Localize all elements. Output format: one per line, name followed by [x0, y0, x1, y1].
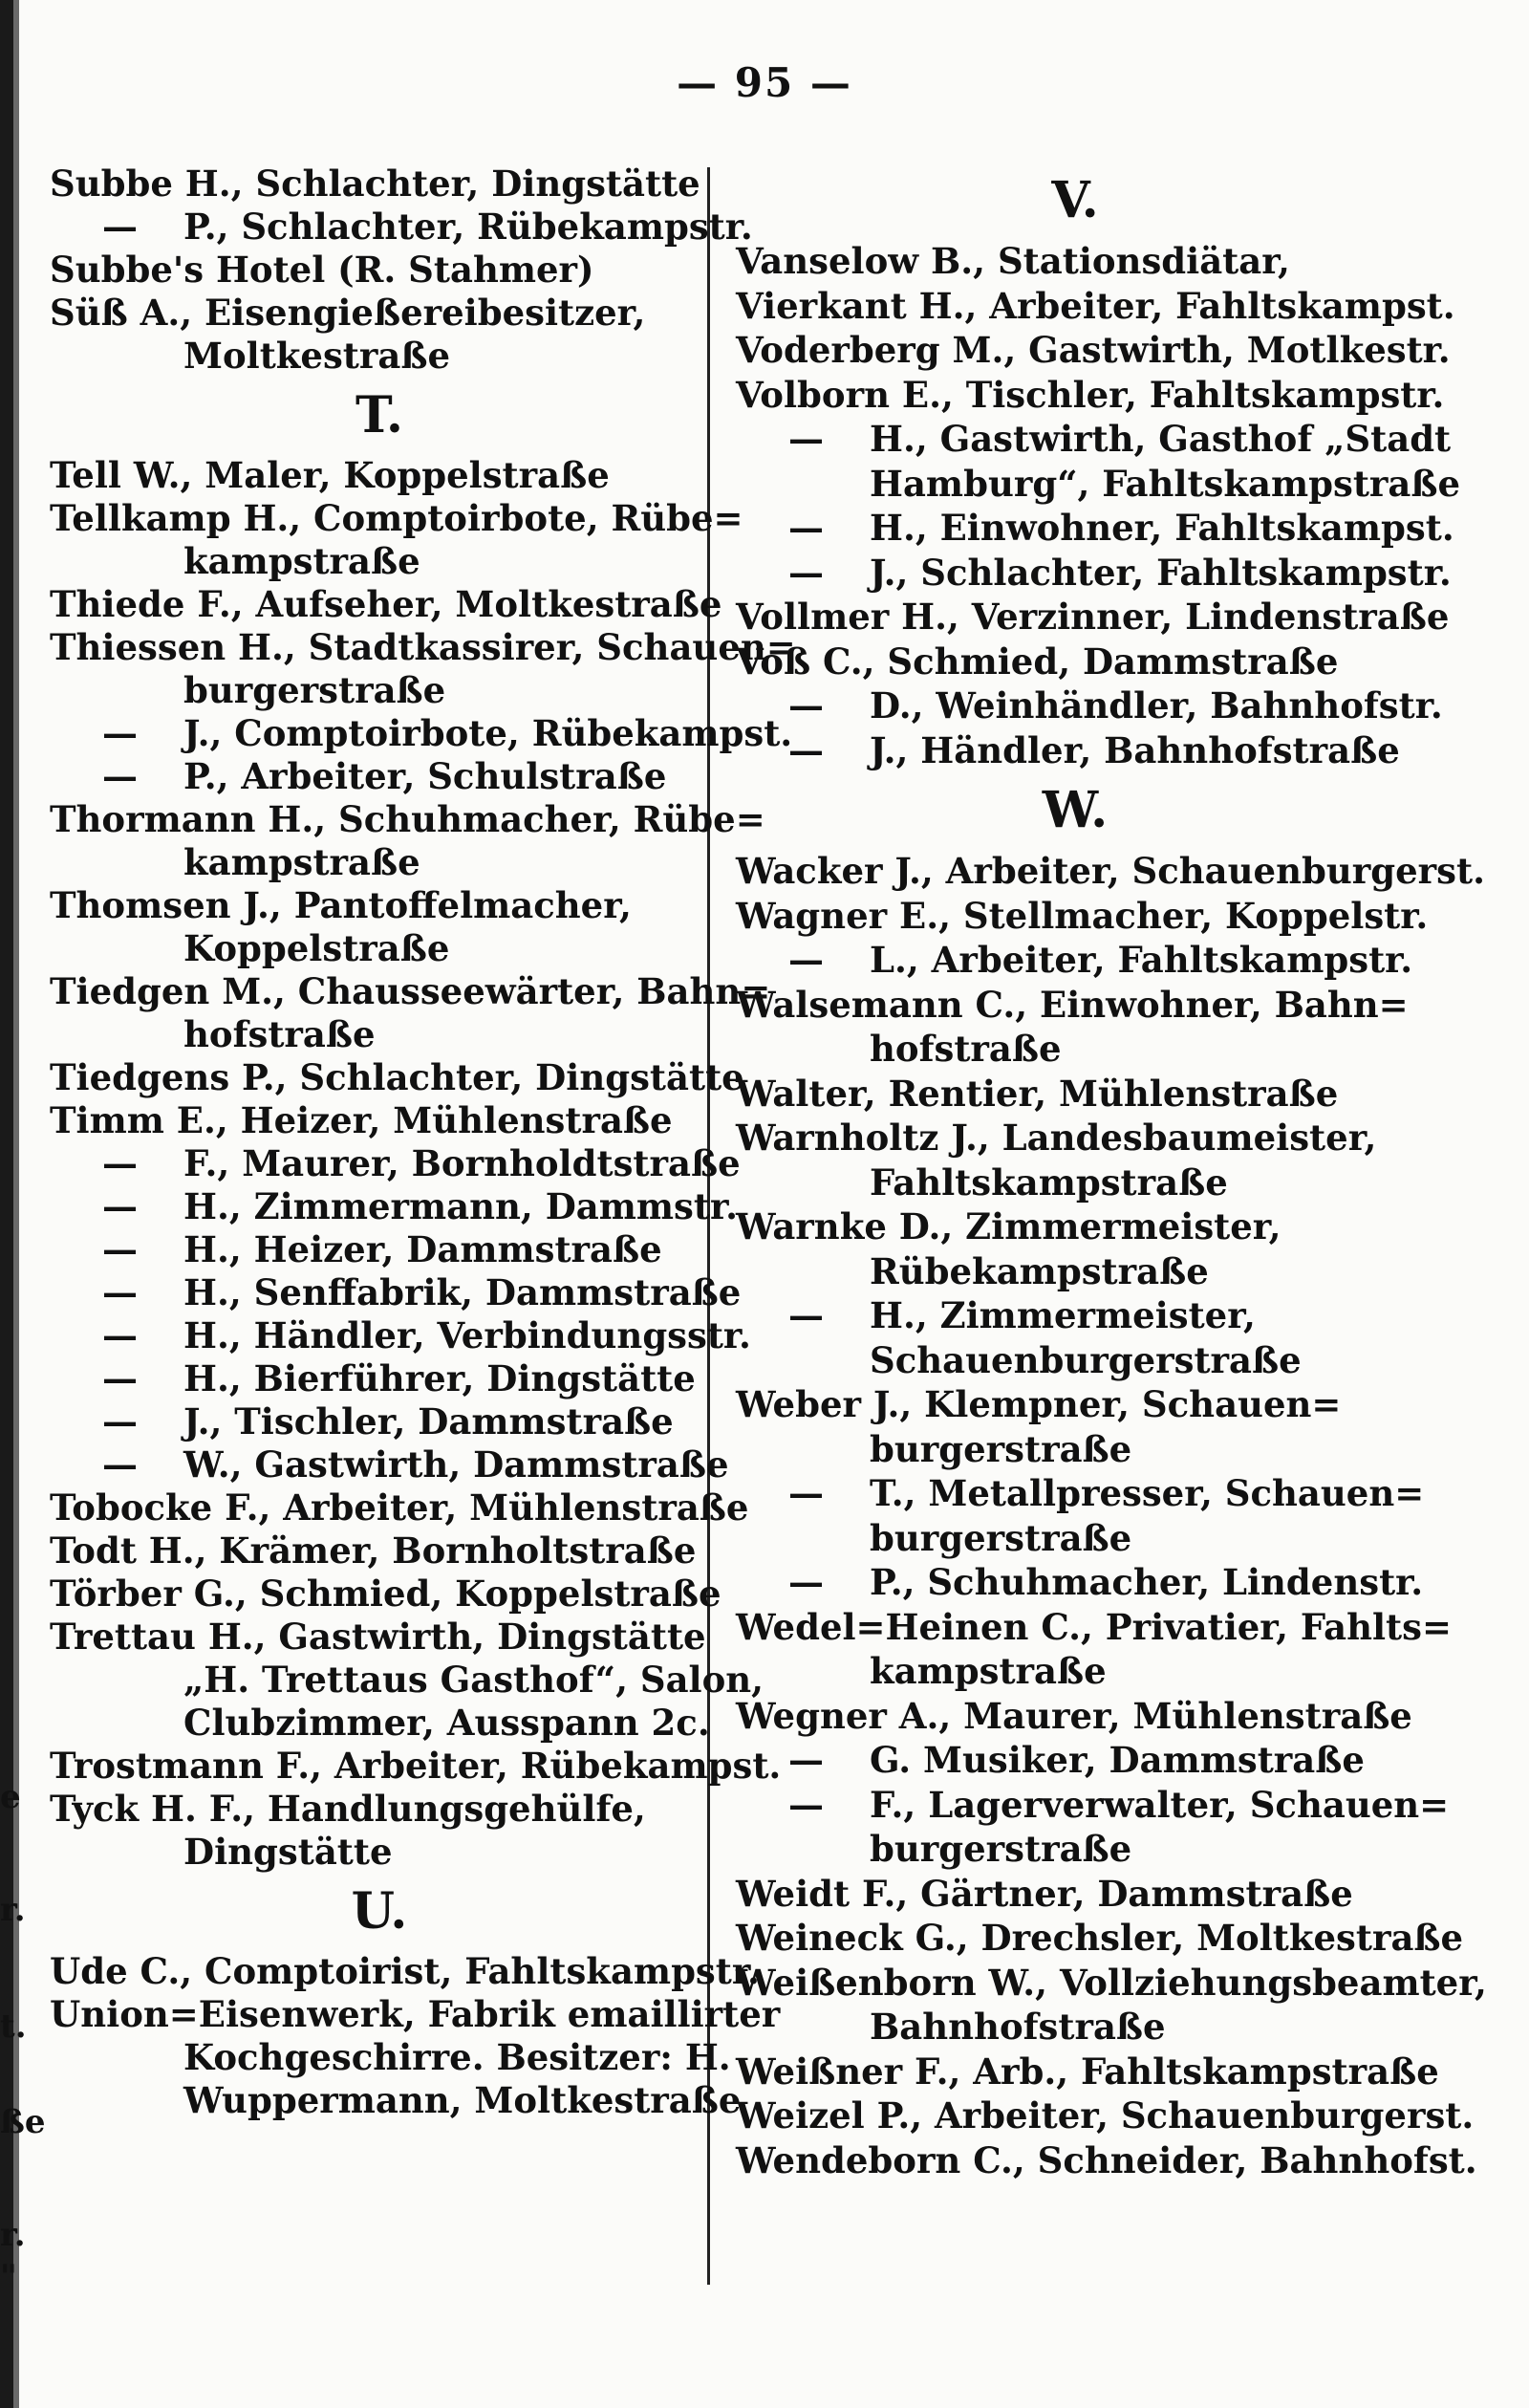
directory-entry: Wacker J., Arbeiter, Schauenburgerst.	[736, 850, 1485, 892]
ditto-dash: —	[788, 1472, 824, 1514]
directory-entry: Tyck H. F., Handlungsgehülfe,	[50, 1788, 646, 1830]
directory-entry: Thormann H., Schuhmacher, Rübe=	[50, 798, 765, 840]
ditto-dash: —	[102, 1228, 138, 1270]
entry-text: H., Händler, Verbindungsstr.	[183, 1314, 751, 1356]
entry-text: J., Schlachter, Fahltskampstr.	[870, 551, 1452, 594]
directory-entry: Thiessen H., Stadtkassirer, Schauen=	[50, 626, 796, 668]
directory-entry-continuation-name	[736, 506, 1454, 551]
ditto-dash: —	[788, 684, 824, 727]
ditto-dash: —	[788, 507, 824, 549]
directory-entry-continuation-name	[736, 417, 1452, 462]
directory-entry: Vierkant H., Arbeiter, Fahltskampst.	[736, 284, 1455, 327]
entry-wrap-line: Bahnhofstraße	[870, 2006, 1166, 2048]
gutter-mark: e	[0, 1778, 21, 1816]
entry-text: T., Metallpresser, Schauen=	[870, 1472, 1425, 1514]
directory-entry: Voderberg M., Gastwirth, Motlkestr.	[736, 329, 1451, 371]
directory-entry: Wagner E., Stellmacher, Koppelstr.	[736, 894, 1429, 937]
ditto-dash: —	[788, 418, 824, 460]
entry-wrap-line: burgerstraße	[183, 669, 446, 711]
scan-edge-shadow-inner	[13, 0, 19, 2408]
ditto-dash: —	[102, 1357, 138, 1399]
directory-entry: Todt H., Krämer, Bornholtstraße	[50, 1529, 697, 1572]
directory-entry: Wegner A., Maurer, Mühlenstraße	[736, 1694, 1412, 1737]
ditto-dash: —	[788, 551, 824, 594]
entry-text: F., Lagerverwalter, Schauen=	[870, 1783, 1450, 1826]
gutter-mark: r.	[0, 1891, 26, 1929]
directory-entry: Subbe's Hotel (R. Stahmer)	[50, 249, 594, 291]
directory-entry: Tellkamp H., Comptoirbote, Rübe=	[50, 497, 743, 539]
entry-wrap-line: hofstraße	[183, 1013, 376, 1055]
entry-text: H., Zimmermeister,	[870, 1294, 1256, 1336]
directory-entry: Weineck G., Drechsler, Moltkestraße	[736, 1917, 1464, 1959]
ditto-dash: —	[788, 1783, 824, 1826]
directory-entry-continuation-name	[50, 1314, 751, 1357]
entry-text: H., Senffabrik, Dammstraße	[183, 1271, 742, 1313]
ditto-dash: —	[788, 1739, 824, 1781]
entry-wrap-line: Wuppermann, Moltkestraße	[183, 2079, 742, 2121]
directory-entry: Weizel P., Arbeiter, Schauenburgerst.	[736, 2094, 1475, 2137]
ditto-dash: —	[102, 1314, 138, 1356]
directory-entry: Weidt F., Gärtner, Dammstraße	[736, 1872, 1353, 1915]
entry-text: P., Arbeiter, Schulstraße	[183, 755, 667, 797]
ditto-dash: —	[102, 712, 138, 754]
gutter-mark: ße	[0, 2103, 46, 2141]
directory-entry: Wendeborn C., Schneider, Bahnhofst.	[736, 2138, 1477, 2181]
directory-entry: Walter, Rentier, Mühlenstraße	[736, 1072, 1339, 1115]
directory-entry: Trostmann F., Arbeiter, Rübekampst.	[50, 1745, 782, 1787]
entry-text: H., Bierführer, Dingstätte	[183, 1357, 696, 1399]
directory-entry-continuation-name	[50, 712, 793, 755]
directory-entry: Tobocke F., Arbeiter, Mühlenstraße	[50, 1486, 749, 1529]
directory-entry: Weißner F., Arb., Fahltskampstraße	[736, 2050, 1439, 2093]
directory-entry: Vanselow B., Stationsdiätar,	[736, 240, 1290, 282]
entry-text: L., Arbeiter, Fahltskampstr.	[870, 939, 1413, 981]
directory-entry-continuation-name	[50, 755, 709, 798]
scan-edge-shadow	[0, 0, 13, 2408]
entry-wrap-line: kampstraße	[183, 540, 420, 582]
gutter-mark: "	[0, 2258, 17, 2296]
page-number: — 95 —	[677, 59, 852, 106]
entry-text: J., Comptoirbote, Rübekampst.	[183, 712, 793, 754]
directory-entry: Tiedgens P., Schlachter, Dingstätte	[50, 1056, 744, 1098]
directory-entry: Thomsen J., Pantoffelmacher,	[50, 884, 632, 926]
directory-entry-continuation-name	[50, 1185, 738, 1228]
directory-entry-continuation-name	[50, 1271, 742, 1314]
directory-entry: Tell W., Maler, Koppelstraße	[50, 454, 610, 496]
entry-wrap-line: Koppelstraße	[183, 927, 450, 969]
entry-wrap-line: kampstraße	[183, 841, 420, 883]
entry-wrap-line: Rübekampstraße	[870, 1249, 1209, 1292]
ditto-dash: —	[788, 1294, 824, 1336]
directory-entry-continuation-name	[736, 1738, 1414, 1783]
entry-text: H., Einwohner, Fahltskampst.	[870, 507, 1454, 549]
section-letter: V.	[1051, 171, 1099, 229]
entry-wrap-line: Fahltskampstraße	[870, 1161, 1228, 1204]
entry-wrap-line: hofstraße	[870, 1028, 1062, 1070]
entry-wrap-line: burgerstraße	[870, 1427, 1132, 1470]
directory-entry-continuation-name	[736, 1471, 1425, 1516]
entry-wrap-line: Hamburg“, Fahltskampstraße	[870, 462, 1461, 505]
directory-entry-continuation-name	[736, 1560, 1424, 1605]
entry-wrap-line: Clubzimmer, Ausspann 2c.	[183, 1702, 710, 1744]
directory-entry-continuation-name	[50, 1357, 709, 1400]
directory-entry: Voß C., Schmied, Dammstraße	[736, 640, 1339, 683]
directory-entry: Thiede F., Aufseher, Moltkestraße	[50, 583, 722, 625]
ditto-dash: —	[102, 1271, 138, 1313]
directory-entry: Warnke D., Zimmermeister,	[736, 1205, 1281, 1247]
entry-wrap-line: Kochgeschirre. Besitzer: H.	[183, 2036, 731, 2078]
entry-wrap-line: kampstraße	[870, 1650, 1107, 1692]
directory-entry: Ude C., Comptoirist, Fahltskampstr.	[50, 1950, 760, 1992]
entry-text: D., Weinhändler, Bahnhofstr.	[870, 684, 1443, 727]
directory-entry-continuation-name	[736, 1293, 1414, 1338]
ditto-dash: —	[102, 1185, 138, 1227]
directory-entry: Wedel=Heinen C., Privatier, Fahlts=	[736, 1605, 1452, 1648]
directory-entry-continuation-name	[50, 1443, 729, 1486]
directory-entry-continuation-name	[50, 1400, 709, 1443]
entry-wrap-line: Schauenburgerstraße	[870, 1338, 1302, 1381]
directory-entry: Törber G., Schmied, Koppelstraße	[50, 1573, 721, 1615]
directory-entry-continuation-name	[736, 938, 1414, 983]
gutter-mark: t.	[0, 2007, 27, 2046]
section-letter: U.	[351, 1882, 408, 1941]
directory-entry: Süß A., Eisengießereibesitzer,	[50, 292, 646, 334]
entry-text: H., Zimmermann, Dammstr.	[183, 1185, 738, 1227]
entry-wrap-line: „H. Trettaus Gasthof“, Salon,	[183, 1659, 764, 1701]
entry-wrap-line: Moltkestraße	[183, 335, 450, 377]
entry-text: G. Musiker, Dammstraße	[870, 1739, 1365, 1781]
directory-entry-continuation-name	[50, 206, 753, 249]
directory-entry: Walsemann C., Einwohner, Bahn=	[736, 983, 1409, 1026]
directory-entry: Trettau H., Gastwirth, Dingstätte	[50, 1616, 706, 1658]
entry-wrap-line: burgerstraße	[870, 1828, 1132, 1870]
entry-wrap-line: burgerstraße	[870, 1516, 1132, 1559]
ditto-dash: —	[788, 728, 824, 771]
directory-entry: Weber J., Klempner, Schauen=	[736, 1383, 1342, 1425]
entry-text: W., Gastwirth, Dammstraße	[183, 1443, 729, 1486]
ditto-dash: —	[788, 1561, 824, 1603]
entry-text: F., Maurer, Bornholdtstraße	[183, 1142, 741, 1184]
section-letter: T.	[355, 386, 404, 445]
directory-entry: Subbe H., Schlachter, Dingstätte	[50, 163, 700, 205]
section-letter: W.	[1042, 781, 1109, 839]
directory-entry: Timm E., Heizer, Mühlenstraße	[50, 1099, 673, 1141]
ditto-dash: —	[102, 206, 138, 248]
entry-text: J., Händler, Bahnhofstraße	[870, 728, 1400, 771]
directory-entry-continuation-name	[50, 1142, 741, 1185]
ditto-dash: —	[102, 755, 138, 797]
directory-entry: Vollmer H., Verzinner, Lindenstraße	[736, 596, 1450, 638]
left-column	[50, 163, 796, 2122]
directory-entry-continuation-name	[736, 1783, 1450, 1828]
directory-entry-continuation-name	[50, 1228, 709, 1271]
ditto-dash: —	[788, 939, 824, 981]
entry-text: P., Schlachter, Rübekampstr.	[183, 206, 753, 248]
ditto-dash: —	[102, 1400, 138, 1443]
directory-entry: Union=Eisenwerk, Fabrik emaillirter	[50, 1993, 781, 2035]
entry-wrap-line: Dingstätte	[183, 1831, 393, 1873]
directory-entry: Volborn E., Tischler, Fahltskampstr.	[736, 373, 1445, 416]
entry-text: P., Schuhmacher, Lindenstr.	[870, 1561, 1424, 1603]
directory-entry-continuation-name	[736, 728, 1414, 773]
directory-entry: Weißenborn W., Vollziehungsbeamter,	[736, 1961, 1487, 2004]
right-column	[736, 163, 1487, 2182]
directory-entry-continuation-name	[736, 551, 1452, 596]
entry-text: H., Gastwirth, Gasthof „Stadt	[870, 418, 1452, 460]
directory-entry: Warnholtz J., Landesbaumeister,	[736, 1117, 1377, 1159]
gutter-mark: r.	[0, 2216, 26, 2254]
ditto-dash: —	[102, 1443, 138, 1486]
ditto-dash: —	[102, 1142, 138, 1184]
entry-text: J., Tischler, Dammstraße	[183, 1400, 674, 1443]
directory-entry-continuation-name	[736, 683, 1443, 728]
entry-text: H., Heizer, Dammstraße	[183, 1228, 662, 1270]
directory-entry: Tiedgen M., Chausseewärter, Bahn=	[50, 970, 771, 1012]
